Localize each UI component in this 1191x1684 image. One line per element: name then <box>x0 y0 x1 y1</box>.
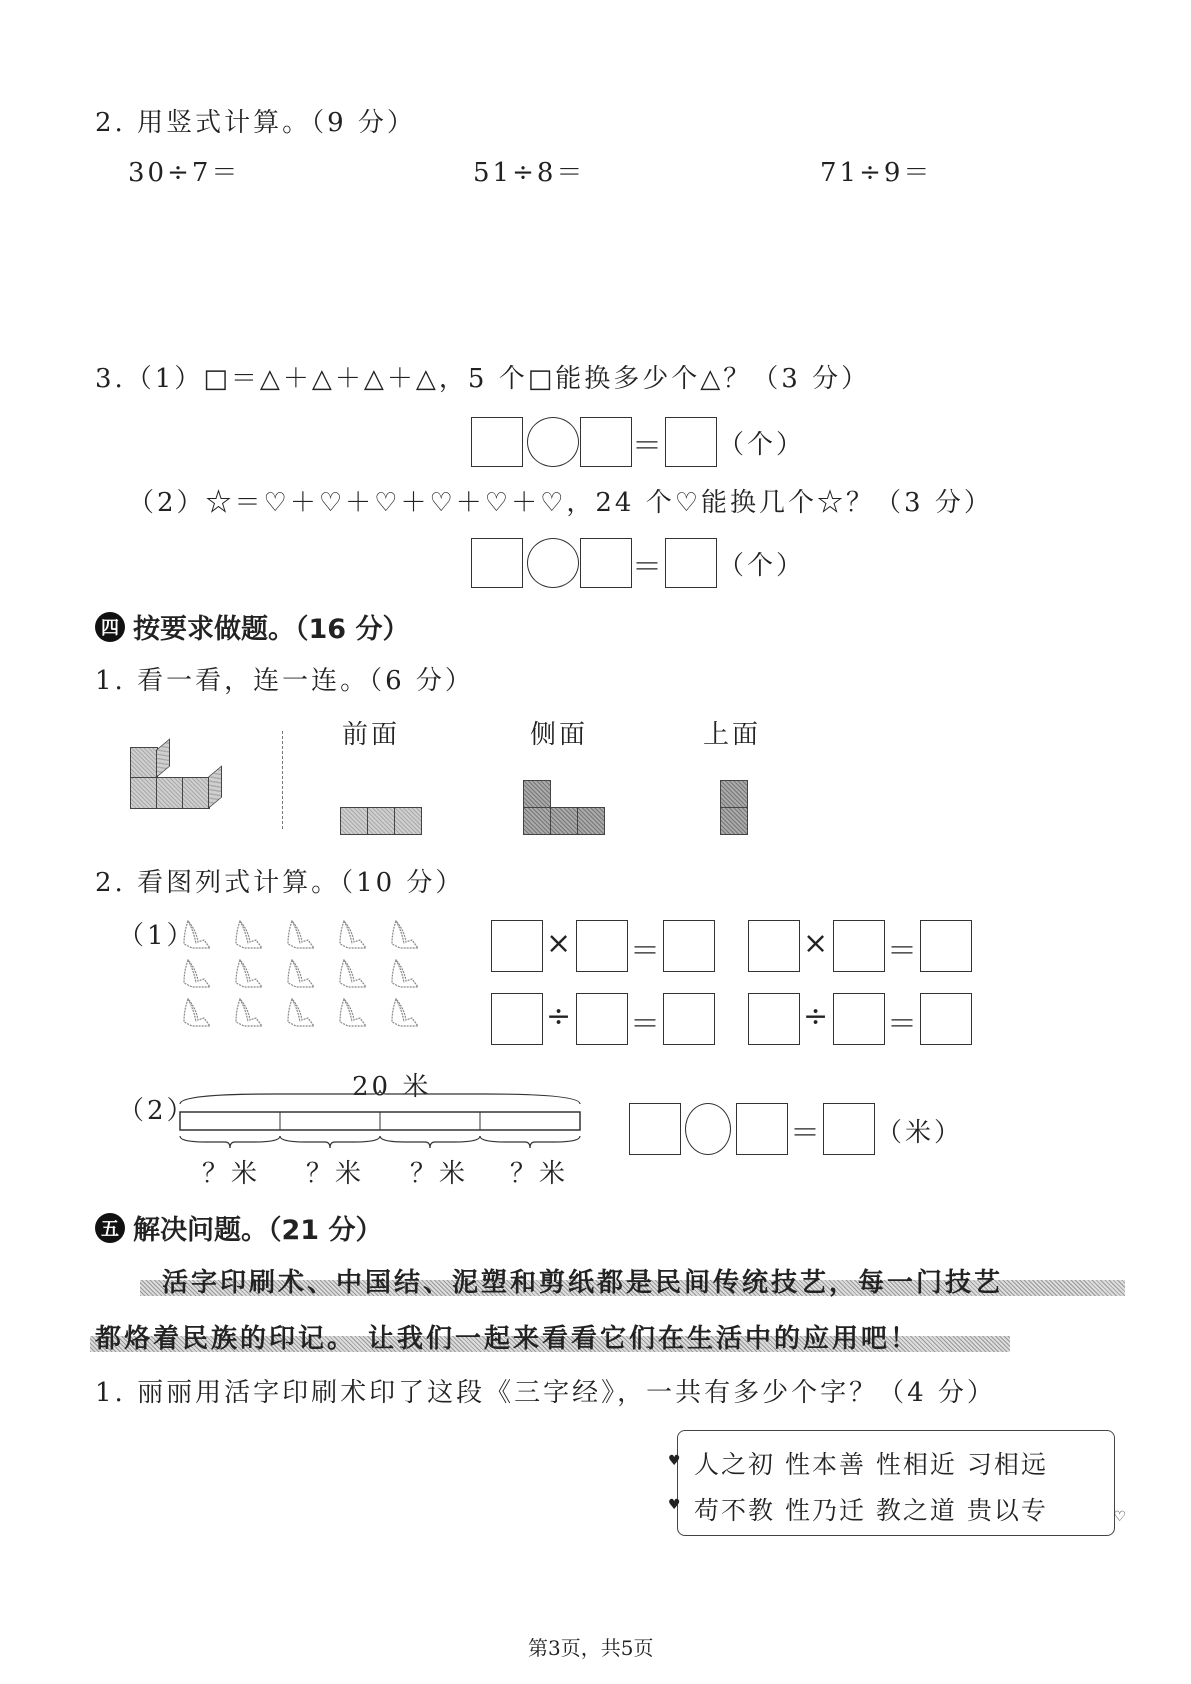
equals-sign: ＝ <box>887 934 917 969</box>
unit-label: （米） <box>876 1118 964 1148</box>
poem-card <box>668 1430 1126 1536</box>
equals-sign: ＝ <box>887 1007 917 1042</box>
bird-icon <box>336 996 370 1034</box>
equation: 30÷7＝ <box>128 158 241 188</box>
section-5-heading <box>95 1208 382 1247</box>
section-title: 按要求做题。（16 分） <box>133 614 410 645</box>
heart-icon: ♡ <box>1113 1509 1126 1525</box>
q3-part2: （2）☆＝♡＋♡＋♡＋♡＋♡＋♡，24 个♡能换几个☆？（3 分） <box>128 488 993 518</box>
answer-box[interactable] <box>920 920 972 972</box>
section-4-heading <box>95 607 409 646</box>
bird-icon <box>336 957 370 995</box>
section-title: 解决问题。（21 分） <box>133 1215 383 1246</box>
answer-box[interactable] <box>471 538 523 588</box>
bird-icon <box>232 996 266 1034</box>
intro-text: 都烙着民族的印记。 让我们一起来看看它们在生活中的应用吧！ <box>95 1324 920 1354</box>
answer-box[interactable] <box>920 993 972 1045</box>
bird-icon <box>180 957 214 995</box>
q3-part1: 3.（1）□＝△＋△＋△＋△，5 个□能换多少个△？（3 分） <box>95 364 871 394</box>
equals-sign: ＝ <box>790 1116 820 1151</box>
answer-box[interactable] <box>748 920 800 972</box>
answer-box[interactable] <box>580 538 632 588</box>
equation: 71÷9＝ <box>820 158 933 188</box>
page-footer: 第3页，共5页 <box>528 1636 654 1660</box>
answer-box[interactable] <box>471 417 523 467</box>
answer-box[interactable] <box>823 1103 875 1155</box>
equals-sign: ＝ <box>630 1007 660 1042</box>
heart-icon: ♥ <box>668 1497 681 1513</box>
answer-box[interactable] <box>736 1103 788 1155</box>
bird-icon <box>388 996 422 1034</box>
equals-sign: ＝ <box>632 550 662 585</box>
equation: 51÷8＝ <box>473 158 586 188</box>
dashed-divider <box>282 731 283 829</box>
answer-box[interactable] <box>580 417 632 467</box>
view-label-side: 侧面 <box>530 720 589 750</box>
poem-line: 人之初 性本善 性相近 习相远 <box>694 1450 1048 1479</box>
q5-1-title: 1. 丽丽用活字印刷术印了这段《三字经》，一共有多少个字？（4 分） <box>95 1378 996 1408</box>
answer-box[interactable] <box>629 1103 681 1155</box>
section-number-badge: 五 <box>95 1213 125 1243</box>
answer-box[interactable] <box>491 920 543 972</box>
operator-circle[interactable] <box>685 1103 731 1155</box>
q2-title: 2. 用竖式计算。（9 分） <box>95 108 416 138</box>
bird-icon <box>388 957 422 995</box>
answer-box[interactable] <box>665 417 717 467</box>
equals-sign: ＝ <box>632 429 662 464</box>
answer-box[interactable] <box>833 993 885 1045</box>
answer-box[interactable] <box>491 993 543 1045</box>
answer-box[interactable] <box>665 538 717 588</box>
bird-icon <box>284 996 318 1034</box>
view-label-top: 上面 <box>703 720 762 750</box>
answer-box[interactable] <box>663 920 715 972</box>
operator-circle[interactable] <box>527 538 579 588</box>
operator-circle[interactable] <box>527 417 579 467</box>
bird-icon <box>284 918 318 956</box>
divide-sign: ÷ <box>803 999 829 1034</box>
bird-icon <box>388 918 422 956</box>
unit-label: （个） <box>718 430 806 460</box>
divide-sign: ÷ <box>546 999 572 1034</box>
bird-icon <box>180 996 214 1034</box>
view-label-front: 前面 <box>342 720 401 750</box>
answer-box[interactable] <box>833 920 885 972</box>
segment-label: ？米 <box>410 1159 469 1189</box>
heart-icon: ♥ <box>668 1453 681 1469</box>
intro-text: 活字印刷术、中国结、泥塑和剪纸都是民间传统技艺，每一门技艺 <box>162 1268 1004 1298</box>
poem-line: 苟不教 性乃迁 教之道 贵以专 <box>694 1496 1048 1525</box>
times-sign: × <box>546 926 572 961</box>
bird-icon <box>232 957 266 995</box>
part-label: （2） <box>118 1096 196 1126</box>
bird-icon <box>232 918 266 956</box>
bird-icon <box>336 918 370 956</box>
equals-sign: ＝ <box>630 934 660 969</box>
part-label: （1） <box>118 921 196 951</box>
total-length-label: 20 米 <box>352 1072 432 1102</box>
times-sign: × <box>803 926 829 961</box>
segment-label: ？米 <box>202 1159 261 1189</box>
answer-box[interactable] <box>576 993 628 1045</box>
answer-box[interactable] <box>663 993 715 1045</box>
section-number-badge: 四 <box>95 612 125 642</box>
answer-box[interactable] <box>748 993 800 1045</box>
unit-label: （个） <box>718 551 806 581</box>
q4-2-title: 2. 看图列式计算。（10 分） <box>95 868 465 898</box>
answer-box[interactable] <box>576 920 628 972</box>
segment-label: ？米 <box>510 1159 569 1189</box>
segment-bar-diagram <box>175 1090 595 1150</box>
q4-1-title: 1. 看一看，连一连。（6 分） <box>95 666 474 696</box>
bird-icon <box>284 957 318 995</box>
segment-label: ？米 <box>306 1159 365 1189</box>
bird-icon <box>180 918 214 956</box>
